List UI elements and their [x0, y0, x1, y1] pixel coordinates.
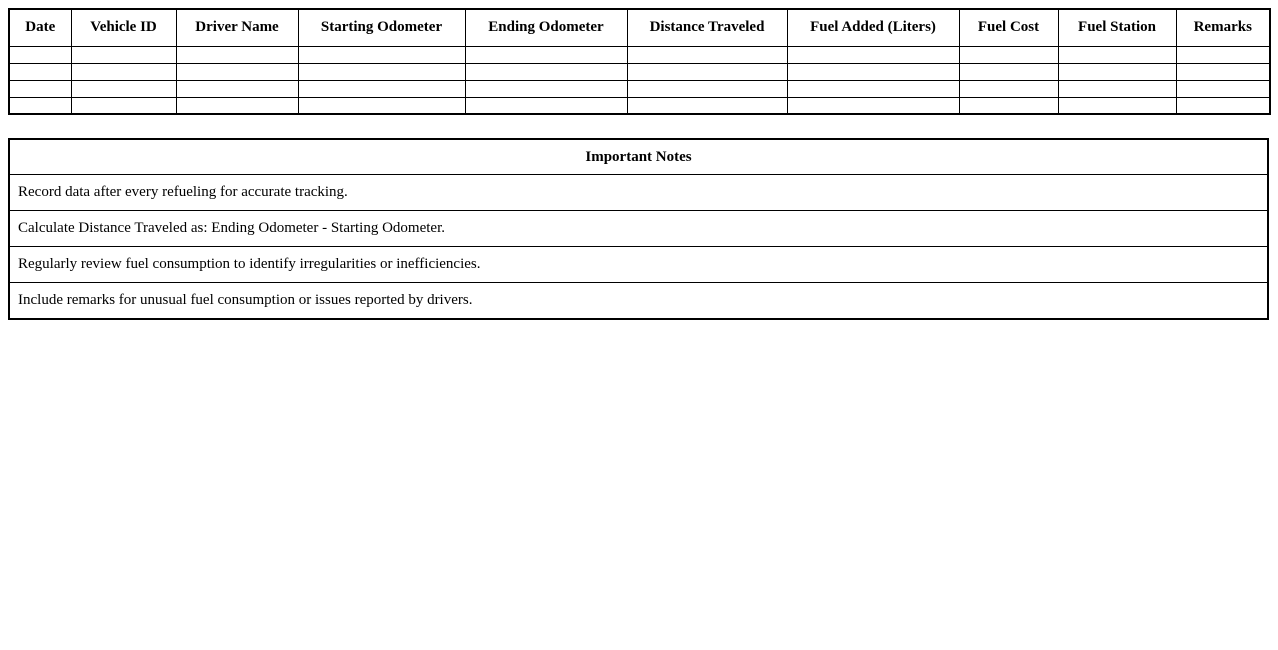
empty-cell [627, 46, 787, 63]
important-notes-table [8, 138, 1269, 320]
empty-cell [1176, 46, 1270, 63]
empty-cell [9, 63, 71, 80]
note-row [9, 283, 1268, 320]
empty-cell [959, 80, 1058, 97]
important-notes-body [9, 175, 1268, 320]
empty-cell [298, 46, 465, 63]
empty-cell [176, 46, 298, 63]
empty-cell [1176, 63, 1270, 80]
column-header-distance-traveled: Distance Traveled [627, 9, 787, 46]
empty-cell [71, 46, 176, 63]
empty-cell [787, 97, 959, 114]
fuel-log-body [9, 46, 1270, 114]
empty-cell [71, 80, 176, 97]
column-header-fuel-added: Fuel Added (Liters) [787, 9, 959, 46]
empty-log-row [9, 80, 1270, 97]
empty-log-row [9, 97, 1270, 114]
column-header-vehicle-id: Vehicle ID [71, 9, 176, 46]
empty-cell [959, 97, 1058, 114]
empty-cell [959, 63, 1058, 80]
empty-log-row [9, 46, 1270, 63]
note-text: Include remarks for unusual fuel consumption or issues reported by drivers. [9, 283, 1268, 320]
column-header-starting-odometer: Starting Odometer [298, 9, 465, 46]
empty-cell [787, 63, 959, 80]
empty-cell [9, 80, 71, 97]
empty-cell [298, 63, 465, 80]
fuel-log-table [8, 8, 1271, 115]
empty-cell [176, 63, 298, 80]
empty-cell [787, 80, 959, 97]
column-header-fuel-cost: Fuel Cost [959, 9, 1058, 46]
note-row [9, 247, 1268, 283]
empty-cell [627, 97, 787, 114]
column-header-fuel-station: Fuel Station [1058, 9, 1176, 46]
column-header-date: Date [9, 9, 71, 46]
empty-cell [465, 97, 627, 114]
empty-cell [9, 46, 71, 63]
empty-cell [465, 63, 627, 80]
empty-cell [1176, 80, 1270, 97]
note-text: Calculate Distance Traveled as: Ending Odometer - Starting Odometer. [9, 211, 1268, 247]
empty-cell [1058, 80, 1176, 97]
column-header-remarks: Remarks [1176, 9, 1270, 46]
empty-cell [1058, 46, 1176, 63]
empty-cell [1058, 63, 1176, 80]
empty-cell [298, 80, 465, 97]
empty-cell [627, 63, 787, 80]
important-notes-title: Important Notes [9, 139, 1268, 175]
note-row [9, 211, 1268, 247]
empty-cell [959, 46, 1058, 63]
note-text: Regularly review fuel consumption to identify irregularities or inefficiencies. [9, 247, 1268, 283]
empty-cell [9, 97, 71, 114]
empty-cell [176, 97, 298, 114]
empty-cell [465, 80, 627, 97]
column-header-driver-name: Driver Name [176, 9, 298, 46]
empty-cell [627, 80, 787, 97]
empty-cell [71, 63, 176, 80]
fuel-log-header-row [9, 9, 1270, 46]
note-text: Record data after every refueling for accurate tracking. [9, 175, 1268, 211]
empty-cell [787, 46, 959, 63]
empty-cell [176, 80, 298, 97]
empty-log-row [9, 63, 1270, 80]
column-header-ending-odometer: Ending Odometer [465, 9, 627, 46]
empty-cell [1176, 97, 1270, 114]
note-row [9, 175, 1268, 211]
empty-cell [465, 46, 627, 63]
empty-cell [71, 97, 176, 114]
important-notes-header-row [9, 139, 1268, 175]
empty-cell [298, 97, 465, 114]
empty-cell [1058, 97, 1176, 114]
